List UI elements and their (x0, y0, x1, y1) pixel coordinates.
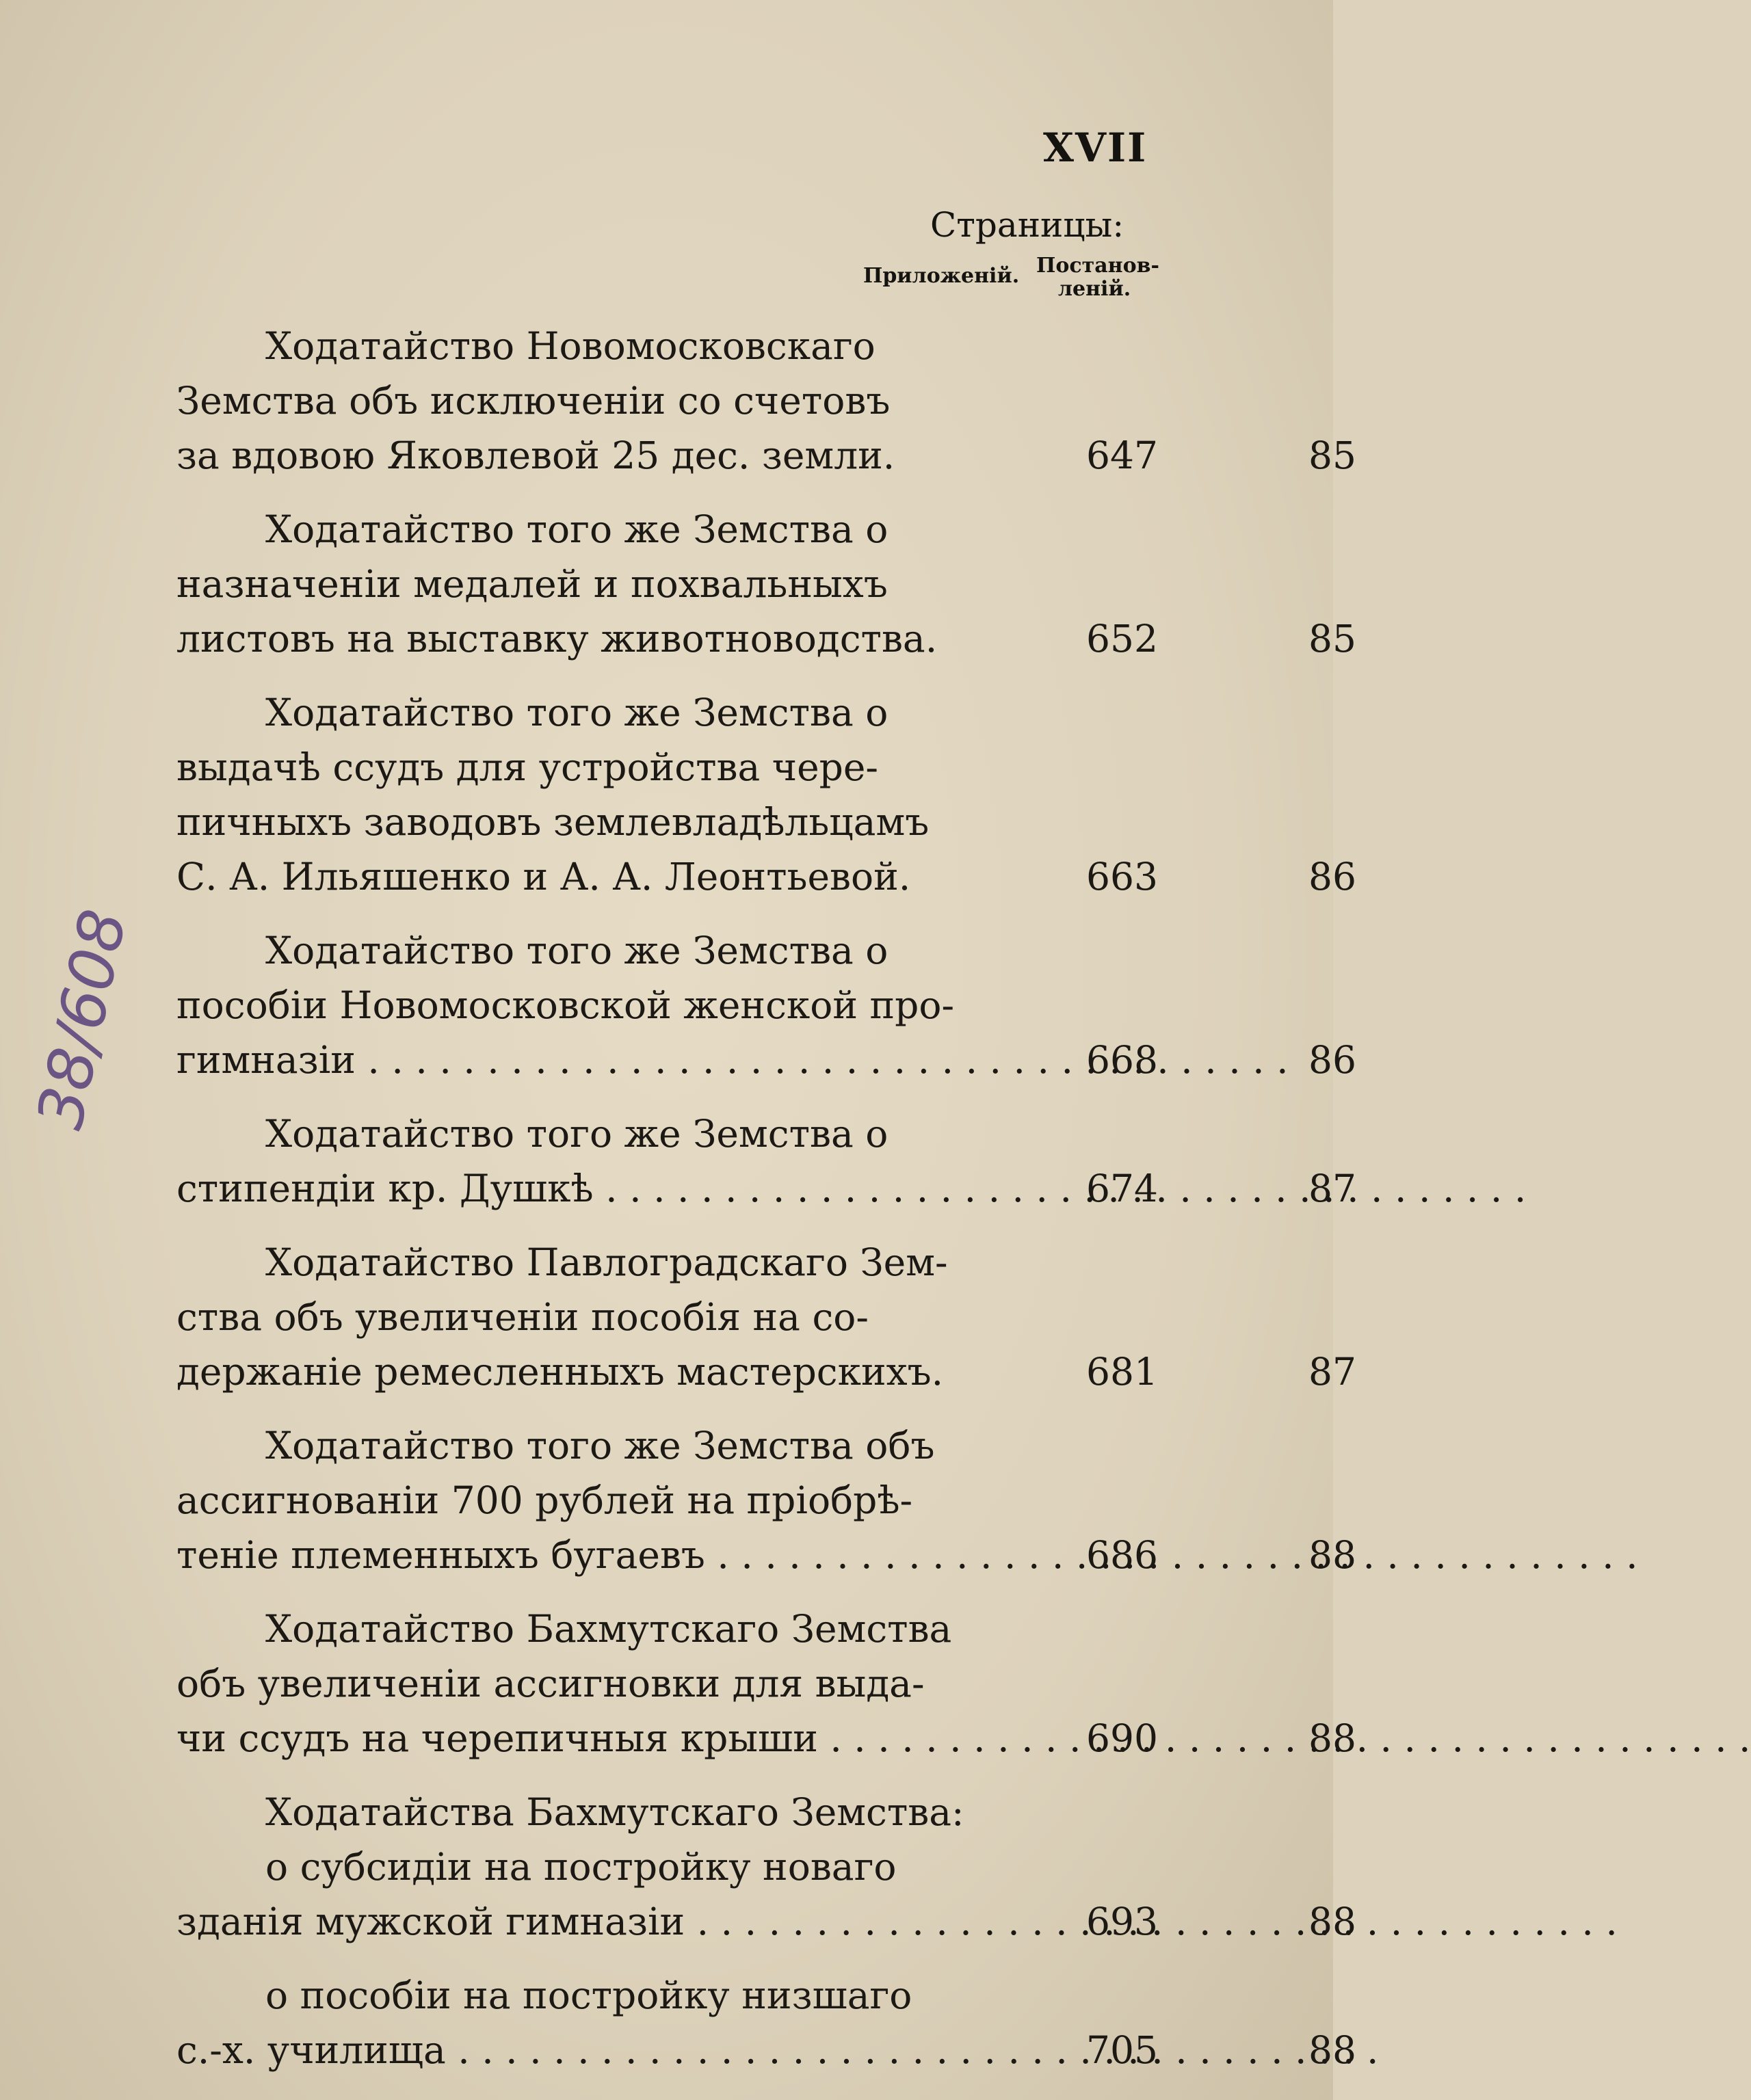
toc-entry (176, 1968, 1356, 2077)
entry-text-line: Ходатайство того же Земства объ (265, 1424, 935, 1467)
entry-text-line: Ходатайство того же Земства о (265, 507, 888, 551)
entry-text-line: держаніе ремесленныхъ мастерскихъ. (176, 1350, 944, 1394)
toc-entry (176, 685, 1356, 904)
appendix-page-number: 693 (1086, 1900, 1158, 1943)
entry-text-line: чи ссудъ на черепичныя крыши . . . (176, 1716, 860, 1760)
resolution-page-number: 87 (1308, 1350, 1356, 1394)
appendix-page-number: 674 (1086, 1167, 1158, 1210)
entry-text-line: выдачѣ ссудъ для устройства чере- (176, 745, 878, 789)
toc-entry (176, 923, 1356, 1087)
resolution-page-number: 85 (1308, 617, 1356, 661)
resolutions-column-header (1036, 254, 1159, 301)
entry-text-line: Ходатайство того же Земства о (265, 1112, 888, 1156)
entry-text-line: С. А. Ильяшенко и А. А. Леонтьевой. (176, 855, 911, 899)
entry-text-line: Ходатайство того же Земства о (265, 691, 888, 734)
resolution-page-number: 86 (1308, 855, 1356, 899)
toc-entry (176, 1106, 1356, 1216)
resolutions-header-line1: Постанов- (1036, 254, 1159, 278)
entry-text-line: гимназіи . . . (176, 1038, 860, 1082)
toc-entry (176, 1839, 1356, 1949)
toc-entry (176, 1601, 1356, 1766)
appendix-page-number: 686 (1086, 1533, 1158, 1577)
handwritten-annotation (21, 848, 144, 1190)
entry-text-line: Ходатайство Павлоградскаго Зем- (265, 1240, 948, 1284)
entry-text-line: Земства объ исключеніи со счетовъ (176, 379, 891, 423)
entry-text-line: Ходатайство Новомосковскаго (265, 324, 876, 368)
resolution-page-number: 88 (1308, 1716, 1356, 1760)
appendix-page-number: 652 (1086, 617, 1158, 661)
toc-entry (176, 1418, 1356, 1582)
resolutions-header-line2: леній. (1057, 277, 1131, 301)
entry-text-line: за вдовою Яковлевой 25 дес. земли. (176, 434, 895, 477)
resolution-page-number: 88 (1308, 2028, 1356, 2072)
appendix-page-number: 690 (1086, 1716, 1158, 1760)
entry-text-line: пичныхъ заводовъ землевладѣльцамъ (176, 800, 930, 844)
entry-text-line: о субсидіи на постройку новаго (265, 1845, 897, 1889)
handwritten-text: 38/608 (23, 903, 141, 1135)
toc-entry (176, 1235, 1356, 1399)
resolution-page-number: 88 (1308, 1900, 1356, 1943)
entry-text-line: листовъ на выставку животноводства. (176, 617, 938, 661)
entry-text-line: Ходатайства Бахмутскаго Земства: (265, 1790, 964, 1834)
entry-text-line: с.-х. училища . . . (176, 2028, 860, 2072)
toc-section-heading (176, 1785, 1182, 1839)
entry-text-line: Ходатайство Бахмутскаго Земства (265, 1607, 952, 1651)
entry-text-line: Ходатайство того же Земства о (265, 929, 888, 972)
pages-header-title: Страницы: (930, 205, 1124, 245)
appendix-page-number: 705 (1086, 2028, 1158, 2072)
resolution-page-number: 85 (1308, 434, 1356, 477)
resolution-page-number: 86 (1308, 1038, 1356, 1082)
toc-entry (176, 502, 1356, 666)
table-of-contents (176, 319, 1356, 2097)
appendix-page-number: 647 (1086, 434, 1158, 477)
appendix-page-number: 681 (1086, 1350, 1158, 1394)
appendix-column-header: Приложеній. (863, 264, 1020, 288)
entry-text-line: ассигнованіи 700 рублей на пріобрѣ- (176, 1478, 913, 1522)
entry-text-line: теніе племенныхъ бугаевъ . . . (176, 1533, 860, 1577)
entry-text-line: о пособіи на постройку низшаго (265, 1973, 912, 2017)
appendix-page-number: 668 (1086, 1038, 1158, 1082)
page-number: XVII (1043, 124, 1148, 171)
appendix-page-number: 663 (1086, 855, 1158, 899)
entry-text-line: объ увеличеніи ассигновки для выда- (176, 1662, 925, 1705)
resolution-page-number: 88 (1308, 1533, 1356, 1577)
entry-text-line: стипендіи кр. Душкѣ . . . (176, 1167, 860, 1210)
entry-text-line: пособіи Новомосковской женской про- (176, 983, 955, 1027)
entry-text-line: назначеніи медалей и похвальныхъ (176, 562, 888, 606)
entry-text-line: зданія мужской гимназіи . . . (176, 1900, 860, 1943)
entry-text-line: ства объ увеличеніи пособія на со- (176, 1295, 869, 1339)
toc-entry (176, 319, 1356, 483)
resolution-page-number: 87 (1308, 1167, 1356, 1210)
